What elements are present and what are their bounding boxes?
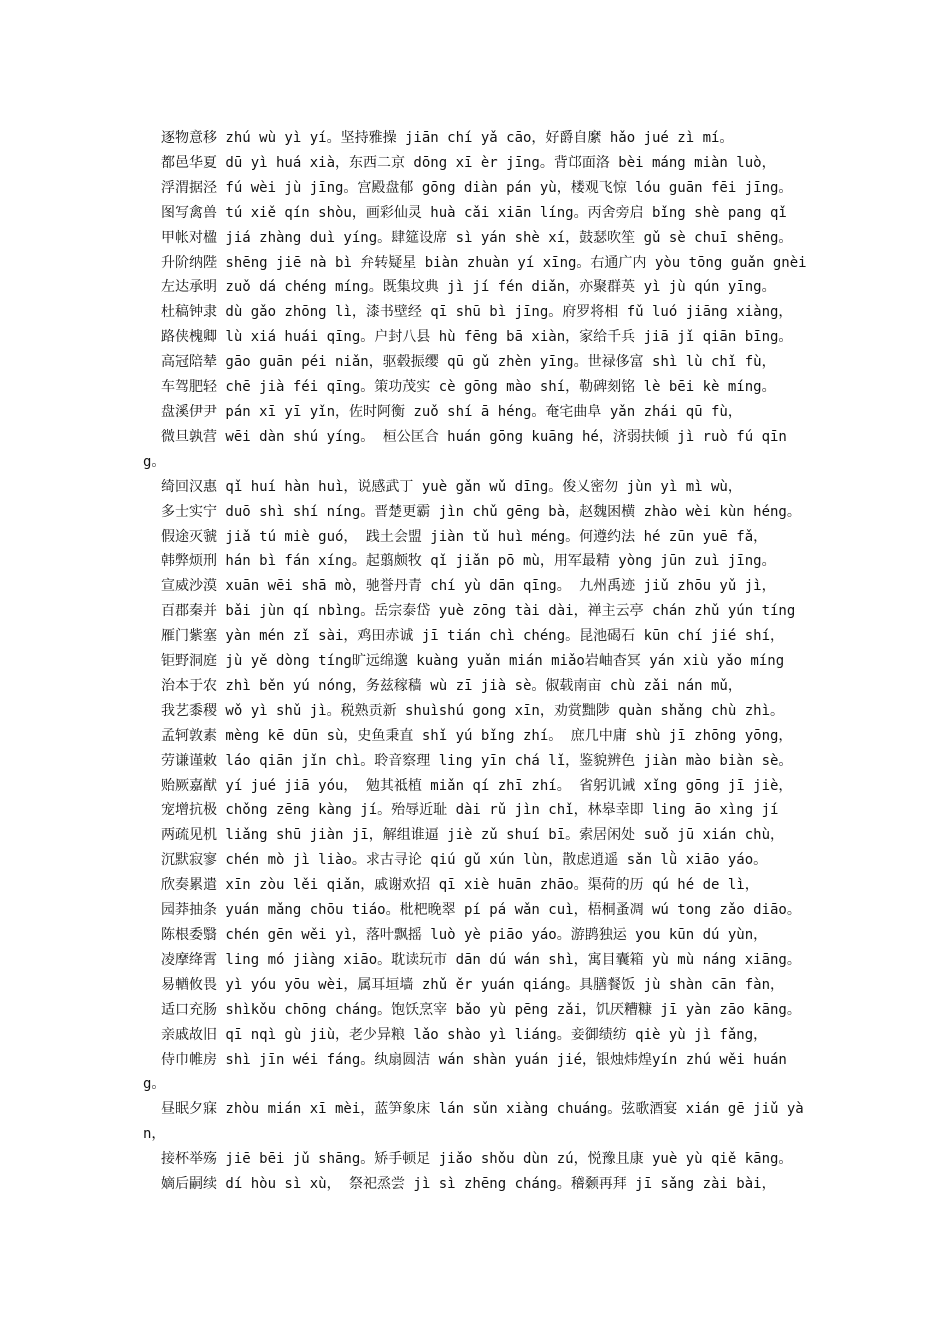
text-line: 孟轲敦素 mèng kē dūn sù，史鱼秉直 shǐ yú bǐng zhí。 庶几中庸 shù jī zhōng yōng，: [161, 727, 793, 744]
text-line: 陈根委翳 chén gēn wěi yì，落叶飘摇 luò yè piāo yáo。游鹍独运 you kūn dú yùn，: [161, 927, 768, 943]
text-line: 劳谦谨敕 láo qiān jǐn chì。聆音察理 ling yīn chá lǐ，鉴貌辨色 jiàn mào biàn sè。: [161, 752, 793, 769]
text-line: 百郡秦并 bǎi jùn qí nbìng。岳宗泰岱 yuè zōng tài dài，禅主云亭 chán zhǔ yún tíng: [161, 603, 796, 620]
text-line: 假途灭虢 jiǎ tú miè guó， 践土会盟 jiàn tǔ huì méng。何遵约法 hé zūn yuē fǎ，: [161, 528, 768, 545]
text-line: 绮回汉惠 qǐ huí hàn huì，说感武丁 yuè gǎn wǔ dīng。俊乂密勿 jùn yì mì wù，: [161, 478, 742, 495]
text-line: 升阶纳陛 shēng jiē nà bì 弁转疑星 biàn zhuàn yí xīng。右通广内 yòu tōng guǎn gnèi: [161, 254, 807, 271]
text-line: 微旦孰营 wēi dàn shú yíng。 桓公匡合 huán gōng kuāng hé，济弱扶倾 jì ruò fú qīng。: [143, 428, 787, 470]
text-line: 杜稿钟隶 dù gǎo zhōng lì，漆书壁经 qī shū bì jīng。府罗将相 fǔ luó jiāng xiàng，: [161, 304, 793, 321]
text-line: 高冠陪辇 gāo guān péi niǎn，驱毂振缨 qū gǔ zhèn yīng。世禄侈富 shì lù chǐ fù，: [161, 354, 776, 371]
document-body: [143, 126, 808, 1197]
text-line: 嫡后嗣续 dí hòu sì xù， 祭祀烝尝 jì sì zhēng cháng。稽颡再拜 jī sǎng zài bài，: [161, 1176, 776, 1193]
text-line: 侍巾帷房 shì jīn wéi fáng。纨扇圆洁 wán shàn yuán jié，银烛炜煌yín zhú wěi huáng。: [143, 1051, 787, 1093]
text-line: 图写禽兽 tú xiě qín shòu，画彩仙灵 huà cǎi xiān líng。丙舍旁启 bǐng shè pang qǐ: [161, 204, 787, 221]
text-line: 甲帐对楹 jiá zhàng duì yíng。肆筵设席 sì yán shè xí，鼓瑟吹笙 gǔ sè chuī shēng。: [161, 229, 793, 246]
text-line: 两疏见机 liǎng shū jiàn jī，解组谁逼 jiè zǔ shuí bī。索居闲处 suǒ jū xián chù，: [161, 827, 785, 844]
text-line: 逐物意移 zhú wù yì yí。坚持雅操 jiān chí yǎ cāo，好爵自縻 hǎo jué zì mí。: [161, 130, 734, 146]
text-line: 接杯举殇 jiē bēi jǔ shāng。矫手顿足 jiǎo shǒu dùn zú，悦豫且康 yuè yù qiě kāng。: [161, 1151, 793, 1168]
text-line: 多士实宁 duō shì shí níng。晋楚更霸 jìn chǔ gēng bà，赵魏困横 zhào wèi kùn héng。: [161, 503, 801, 520]
text-line: 宠增抗极 chǒng zēng kàng jí。殆辱近耻 dài rǔ jìn chǐ，林皋幸即 ling āo xìng jí: [161, 802, 779, 819]
text-line: 亲戚故旧 qī nqì gù jiù，老少异粮 lǎo shào yì liáng。妾御绩纺 qiè yù jì fǎng，: [161, 1026, 768, 1043]
text-line: 路侠槐卿 lù xiá huái qīng。户封八县 hù fēng bā xiàn，家给千兵 jiā jǐ qiān bīng。: [161, 329, 793, 346]
text-line: 钜野洞庭 jù yě dòng tíng旷远绵邈 kuàng yuǎn mián miǎo岩岫杳冥 yán xiù yǎo míng: [161, 653, 785, 670]
text-line: 我艺黍稷 wǒ yì shǔ jì。税熟贡新 shuìshú gong xīn，劝赏黜陟 quàn shǎng chù zhì。: [161, 702, 785, 719]
text-line: 盘溪伊尹 pán xī yī yǐn，佐时阿衡 zuǒ shí ā héng。奄宅曲阜 yǎn zhái qū fù，: [161, 403, 742, 420]
text-line: 都邑华夏 dū yì huá xià，东西二京 dōng xī èr jīng。背邙面洛 bèi máng miàn luò，: [161, 154, 776, 171]
text-line: 贻厥嘉猷 yí jué jiā yóu， 勉其祗植 miǎn qí zhī zhí。 省躬讥诫 xǐng gōng jī jiè，: [161, 777, 793, 794]
text-line: 凌摩绛霄 ling mó jiàng xiāo。耽读玩市 dān dú wán shì，寓目囊箱 yù mù náng xiāng。: [161, 951, 801, 968]
text-line: 易輶攸畏 yì yóu yōu wèi，属耳垣墙 zhǔ ěr yuán qiáng。具膳餐饭 jù shàn cān fàn，: [161, 976, 785, 993]
text-line: 车驾肥轻 chē jià féi qīng。策功茂实 cè gōng mào shí，勒碑刻铭 lè bēi kè míng。: [161, 379, 776, 396]
text-line: 浮渭据泾 fú wèi jù jīng。宫殿盘郁 gōng diàn pán yù，楼观飞惊 lóu guān fēi jīng。: [161, 179, 793, 196]
text-line: 昼眠夕寐 zhòu mián xī mèi，蓝笋象床 lán sǔn xiàng chuáng。弦歌酒宴 xián gē jiǔ yàn，: [143, 1101, 804, 1143]
text-line: 治本于农 zhì běn yú nóng，务兹稼穑 wù zī jià sè。俶载南亩 chù zǎi nán mǔ，: [161, 677, 742, 694]
text-line: 沉默寂寥 chén mò jì liào。求古寻论 qiú gǔ xún lùn，散虑逍遥 sǎn lǜ xiāo yáo。: [161, 852, 768, 869]
text-line: 雁门紫塞 yàn mén zǐ sài，鸡田赤诚 jī tián chì chéng。昆池碣石 kūn chí jié shí，: [161, 628, 785, 645]
text-line: 欣奏累遣 xīn zòu lěi qiǎn，戚谢欢招 qī xiè huān zhāo。渠荷的历 qú hé de lì，: [161, 877, 759, 894]
text-line: 园莽抽条 yuán mǎng chōu tiáo。枇杷晚翠 pí pá wǎn cuì，梧桐蚤凋 wú tong zǎo diāo。: [161, 902, 801, 919]
text-line: 左达承明 zuǒ dá chéng míng。既集坟典 jì jí fén diǎn，亦聚群英 yì jù qún yīng。: [161, 279, 776, 296]
text-line: 韩弊烦刑 hán bì fán xíng。起翦颇牧 qǐ jiǎn pō mù，用军最精 yòng jūn zuì jīng。: [161, 553, 776, 570]
text-line: 适口充肠 shìkǒu chōng cháng。饱饫烹宰 bǎo yù pēng zǎi，饥厌糟糠 jī yàn zāo kāng。: [161, 1001, 801, 1018]
text-line: 宣威沙漠 xuān wēi shā mò，驰誉丹青 chí yù dān qīng。 九州禹迹 jiǔ zhōu yǔ jì，: [161, 578, 776, 595]
